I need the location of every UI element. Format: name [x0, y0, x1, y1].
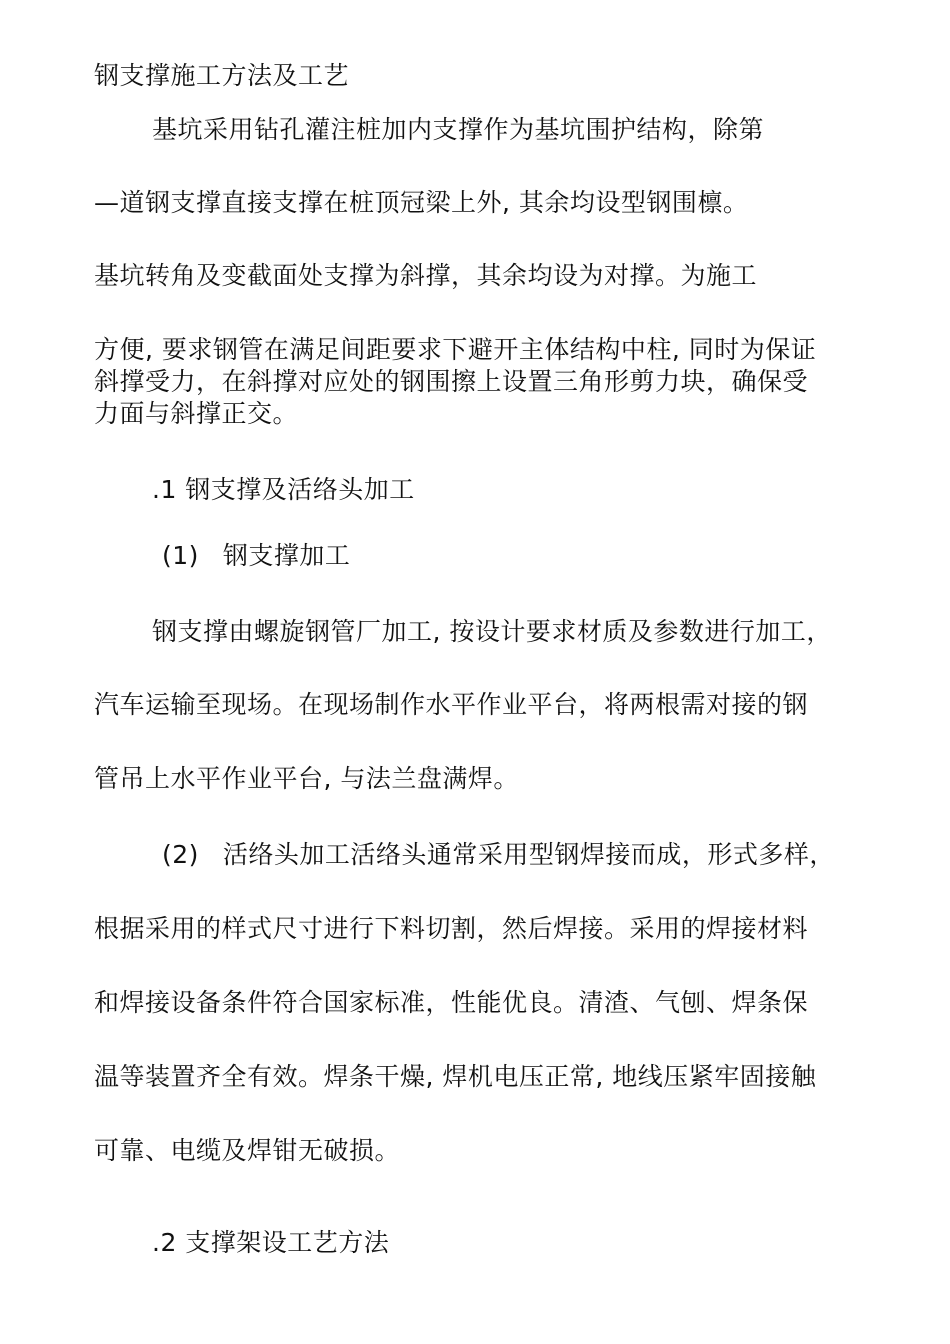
paragraph-line: 汽车运输至现场。在现场制作水平作业平台，将两根需对接的钢 — [94, 690, 809, 719]
paragraph-line: 和焊接设备条件符合国家标准，性能优良。清渣、气刨、焊条保 — [94, 988, 809, 1017]
item-number: (2) — [162, 840, 199, 869]
item-label: 钢支撑加工 — [222, 541, 351, 570]
paragraph-line: 温等装置齐全有效。焊条干燥, 焊机电压正常, 地线压紧牢固接触 — [94, 1062, 817, 1091]
paragraph-line: 方便, 要求钢管在满足间距要求下避开主体结构中柱, 同时为保证 — [94, 335, 817, 364]
section-heading: .1 钢支撑及活络头加工 — [152, 475, 415, 504]
paragraph-line: 根据采用的样式尺寸进行下料切割，然后焊接。采用的焊接材料 — [94, 914, 809, 943]
item-text: 活络头加工活络头通常采用型钢焊接而成，形式多样， — [222, 840, 835, 869]
paragraph-line: 斜撑受力，在斜撑对应处的钢围擦上设置三角形剪力块，确保受 — [94, 367, 809, 396]
section-heading: .2 支撑架设工艺方法 — [152, 1228, 390, 1257]
paragraph-line: 基坑采用钻孔灌注桩加内支撑作为基坑围护结构，除第 — [152, 115, 765, 144]
paragraph-line: 力面与斜撑正交。 — [94, 399, 299, 428]
page-title: 钢支撑施工方法及工艺 — [94, 61, 350, 90]
subsection-heading — [162, 540, 350, 572]
paragraph-line: 可靠、电缆及焊钳无破损。 — [94, 1136, 401, 1165]
paragraph-line: 基坑转角及变截面处支撑为斜撑，其余均设为对撑。为施工 — [94, 261, 758, 290]
paragraph-line: —道钢支撑直接支撑在桩顶冠梁上外, 其余均设型钢围檩。 — [94, 188, 749, 217]
paragraph-line: 管吊上水平作业平台, 与法兰盘满焊。 — [94, 764, 519, 793]
item-number: (1) — [162, 541, 199, 570]
paragraph-line: 钢支撑由螺旋钢管厂加工, 按设计要求材质及参数进行加工， — [152, 617, 832, 646]
subsection-heading — [162, 839, 835, 871]
